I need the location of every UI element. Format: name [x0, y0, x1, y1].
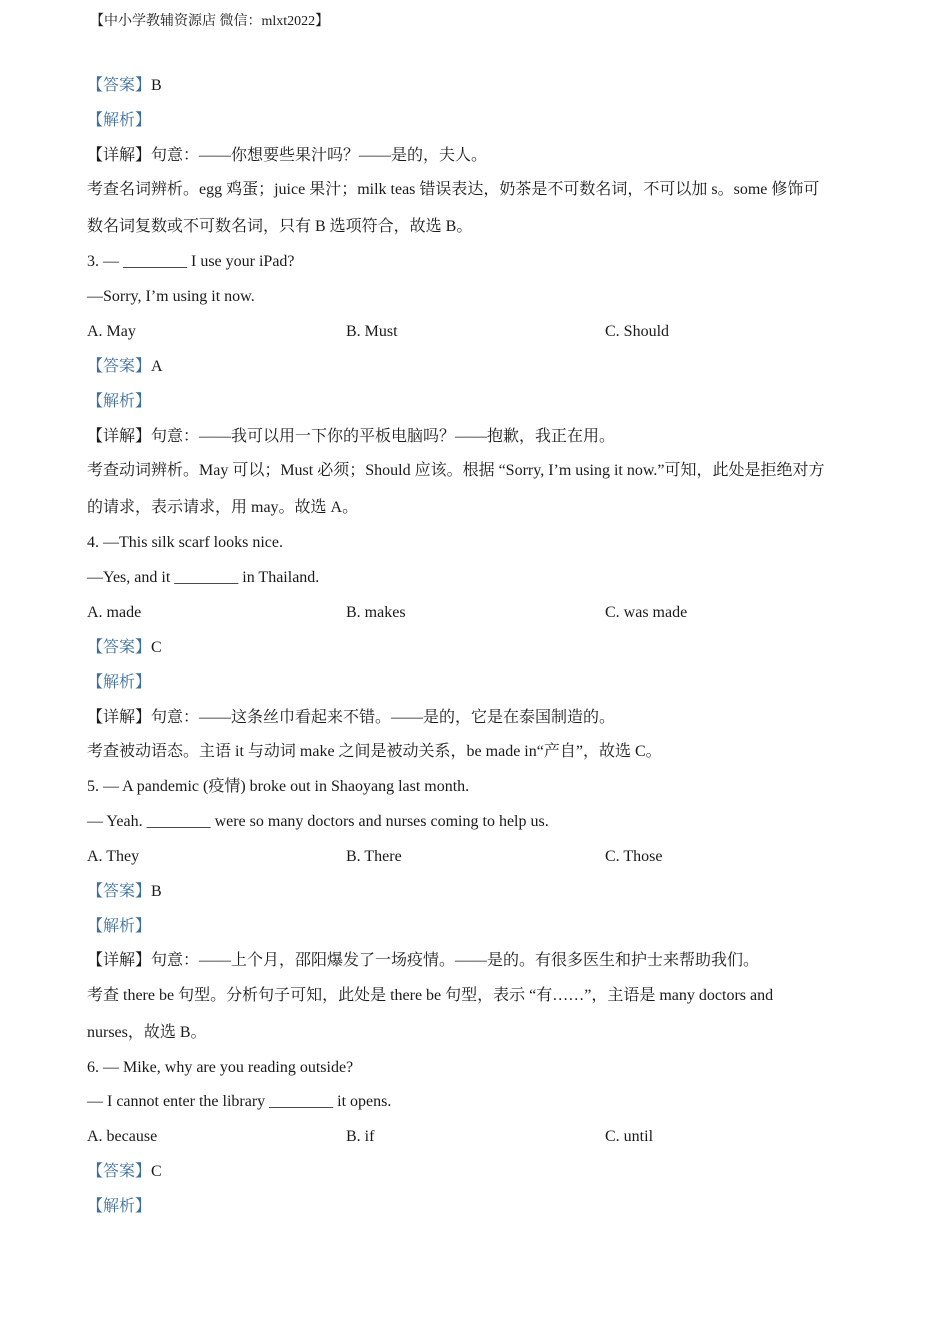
- option-b: B. if: [346, 1128, 375, 1145]
- question-stem: 5. — A pandemic (疫情) broke out in Shaoyang last month.: [87, 778, 470, 795]
- detail-line: 【详解】句意：——上个月，邵阳爆发了一场疫情。——是的。有很多医生和护士来帮助我们。: [87, 952, 760, 969]
- explanation-line: 的请求，表示请求，用 may。故选 A。: [87, 499, 359, 516]
- question-stem: —Sorry, I’m using it now.: [87, 288, 255, 305]
- answer-tag: 【答案】: [87, 77, 152, 94]
- option-b: B. makes: [346, 604, 406, 621]
- explanation-line: 考查被动语态。主语 it 与动词 make 之间是被动关系，be made in“产自”，故选 C。: [87, 743, 662, 760]
- explanation-line: 考查名词辨析。egg 鸡蛋；juice 果汁；milk teas 错误表达，奶茶是不可数名词，不可以加 s。some 修饰可: [87, 181, 820, 198]
- option-a: A. May: [87, 323, 136, 340]
- option-c: C. Those: [605, 848, 663, 865]
- question-stem: 4. —This silk scarf looks nice.: [87, 534, 283, 551]
- option-c: C. Should: [605, 323, 670, 340]
- explanation-line: 考查 there be 句型。分析句子可知，此处是 there be 句型，表示 “有……”，主语是 many doctors and: [87, 987, 774, 1004]
- option-b: B. Must: [346, 323, 398, 340]
- detail-line: 【详解】句意：——你想要些果汁吗？——是的，夫人。: [87, 147, 488, 164]
- answer-line: [87, 356, 163, 378]
- question-stem: — I cannot enter the library ________ it opens.: [87, 1093, 392, 1110]
- answer-tag: 【答案】: [87, 358, 152, 375]
- option-b: B. There: [346, 848, 402, 865]
- answer-value: A: [151, 358, 163, 375]
- option-c: C. was made: [605, 604, 688, 621]
- answer-value: B: [151, 883, 162, 900]
- explanation-line: 考查动词辨析。May 可以；Must 必须；Should 应该。根据 “Sorry, I’m using it now.”可知，此处是拒绝对方: [87, 462, 825, 479]
- explanation-line: 数名词复数或不可数名词，只有 B 选项符合，故选 B。: [87, 218, 473, 235]
- option-a: A. made: [87, 604, 142, 621]
- detail-line: 【详解】句意：——这条丝巾看起来不错。——是的，它是在泰国制造的。: [87, 709, 616, 726]
- explanation-line: nurses，故选 B。: [87, 1024, 207, 1041]
- analysis-tag: 【解析】: [87, 918, 152, 935]
- page-header: 【中小学教辅资源店 微信：mlxt2022】: [90, 14, 330, 29]
- option-a: A. because: [87, 1128, 158, 1145]
- answer-tag: 【答案】: [87, 1163, 152, 1180]
- answer-value: C: [151, 1163, 162, 1180]
- answer-tag: 【答案】: [87, 639, 152, 656]
- answer-line: [87, 637, 162, 659]
- question-stem: 3. — ________ I use your iPad?: [87, 253, 295, 270]
- detail-line: 【详解】句意：——我可以用一下你的平板电脑吗？——抱歉，我正在用。: [87, 428, 616, 445]
- question-stem: — Yeah. ________ were so many doctors and nurses coming to help us.: [87, 813, 549, 830]
- option-a: A. They: [87, 848, 140, 865]
- answer-tag: 【答案】: [87, 883, 152, 900]
- analysis-tag: 【解析】: [87, 393, 152, 410]
- answer-value: C: [151, 639, 162, 656]
- analysis-tag: 【解析】: [87, 1198, 152, 1215]
- option-c: C. until: [605, 1128, 654, 1145]
- answer-line: [87, 75, 162, 97]
- question-stem: —Yes, and it ________ in Thailand.: [87, 569, 320, 586]
- analysis-tag: 【解析】: [87, 674, 152, 691]
- answer-line: [87, 881, 162, 903]
- answer-value: B: [151, 77, 162, 94]
- question-stem: 6. — Mike, why are you reading outside?: [87, 1059, 354, 1076]
- answer-line: [87, 1161, 162, 1183]
- analysis-tag: 【解析】: [87, 112, 152, 129]
